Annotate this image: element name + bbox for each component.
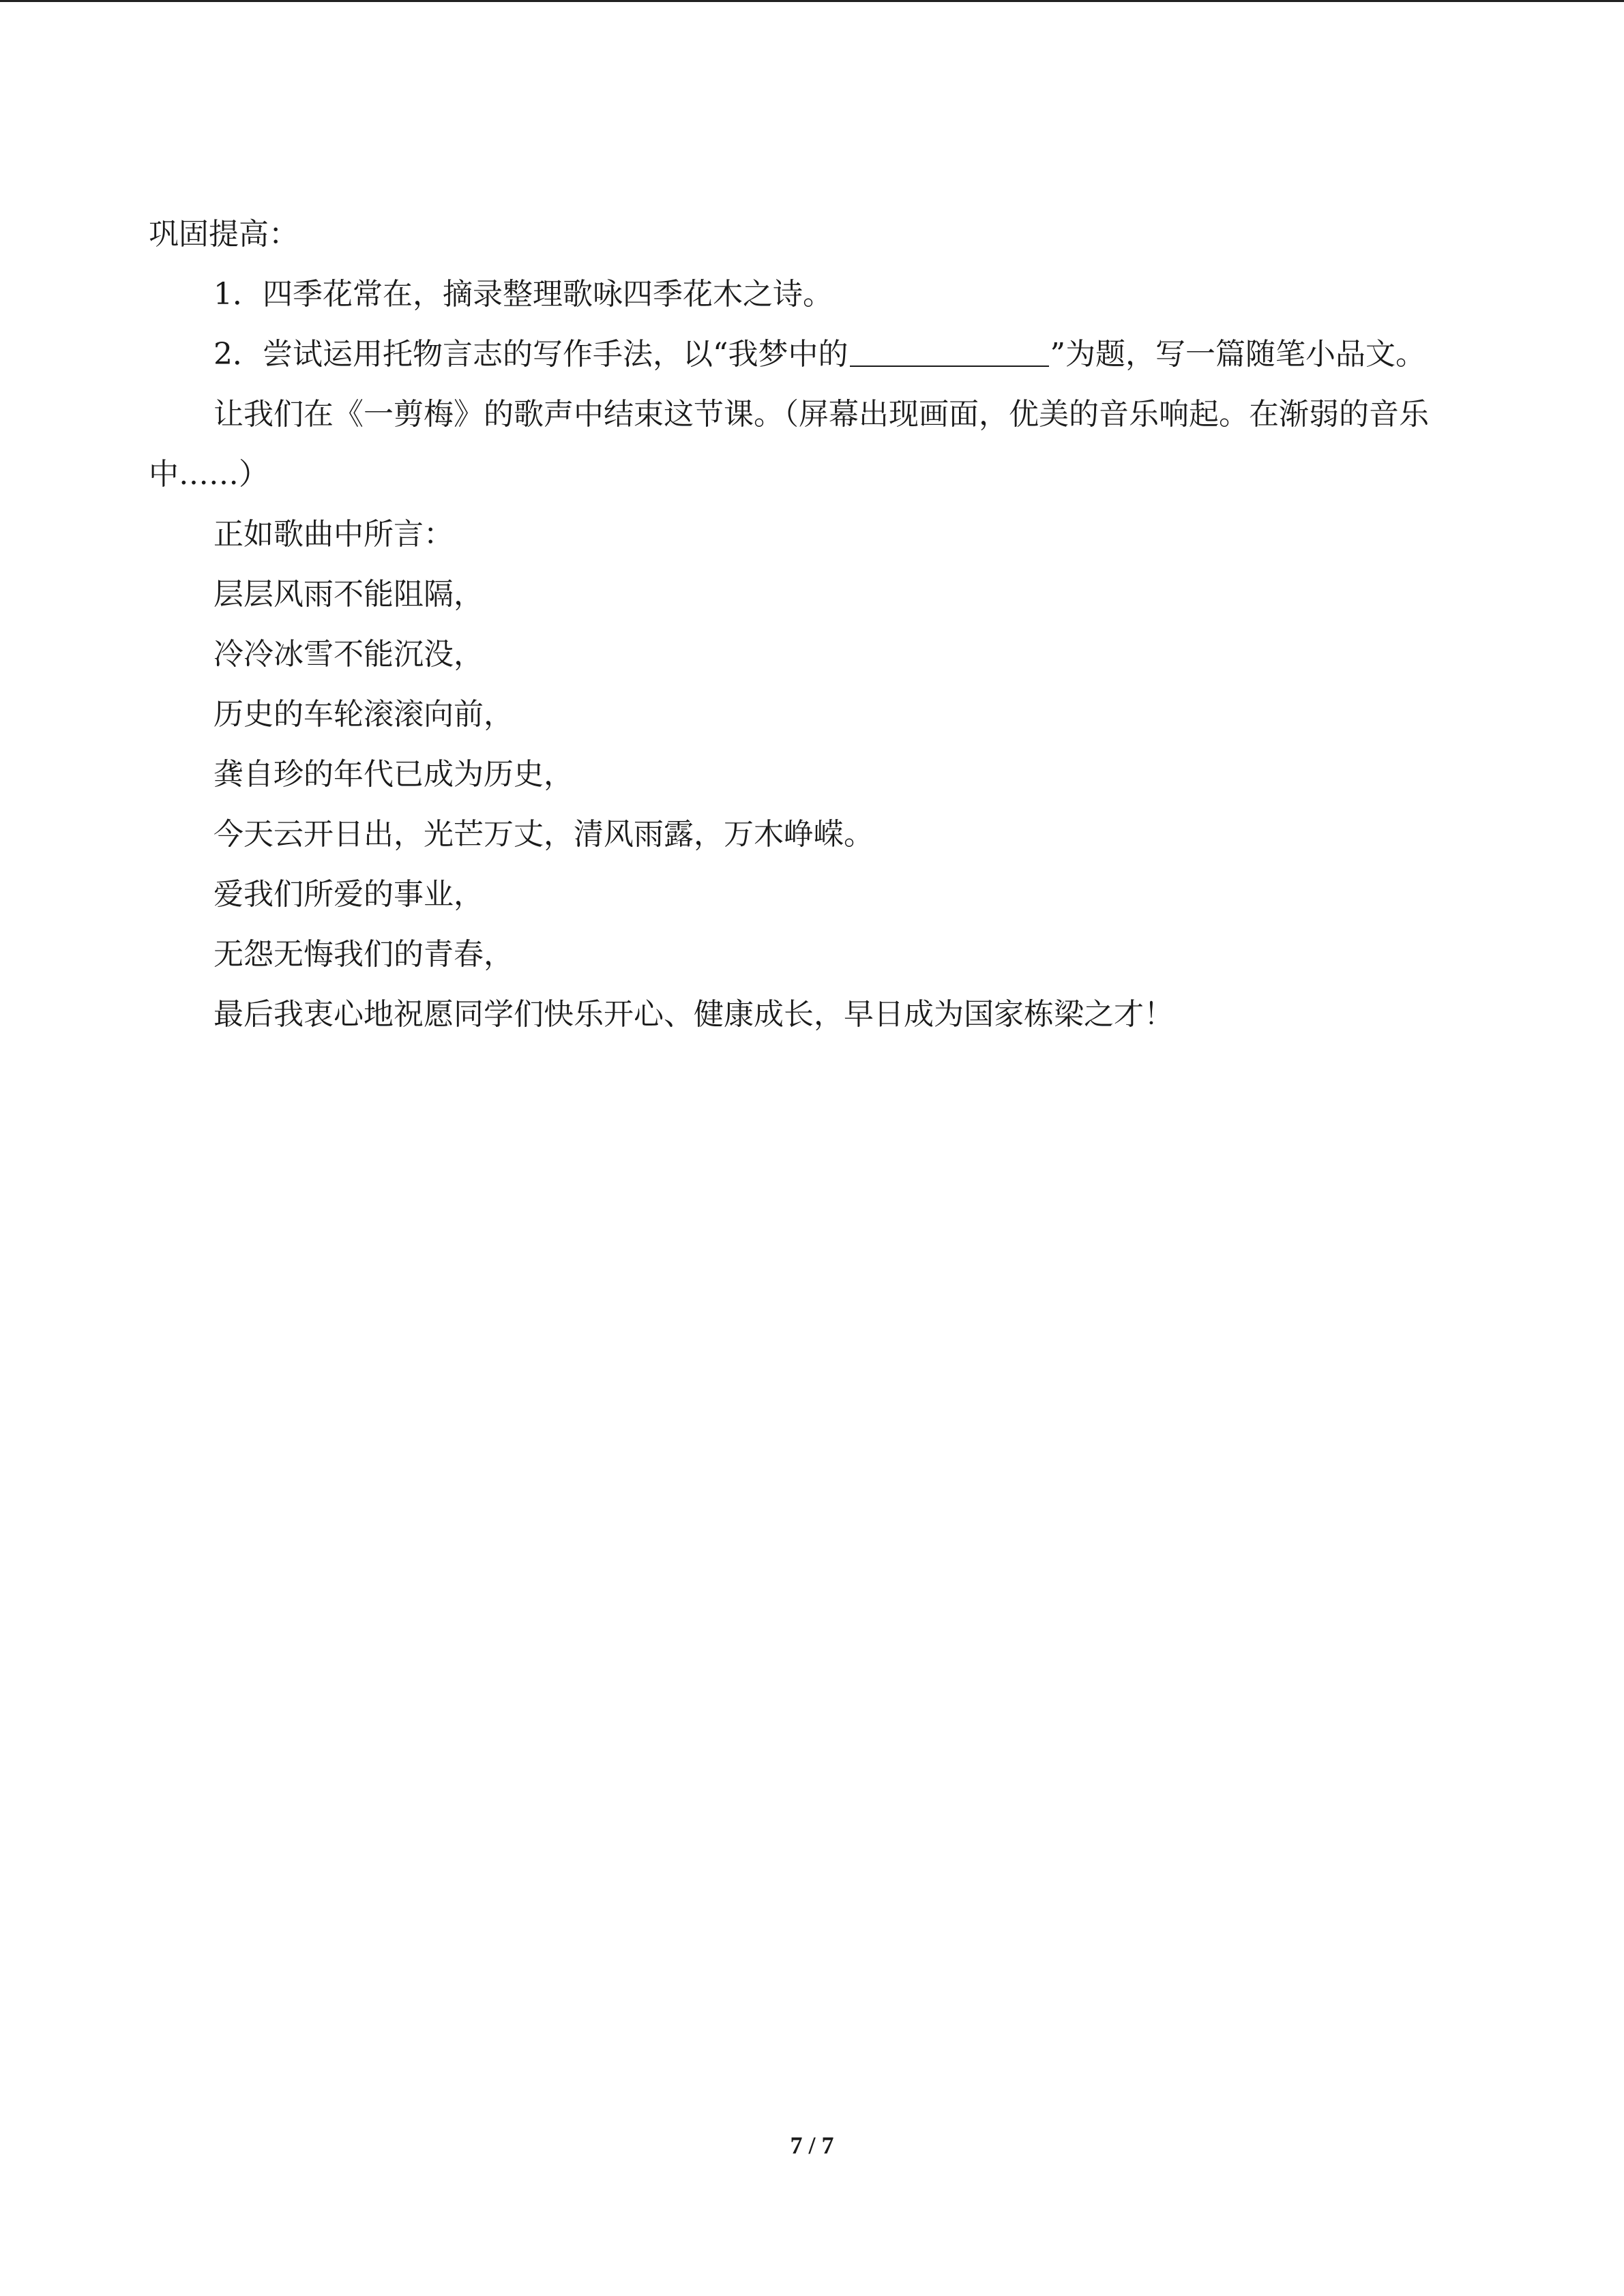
page-number: 7 / 7 — [790, 2132, 834, 2159]
lyric-line: 冷冷冰雪不能沉没， — [213, 637, 484, 672]
top-border-line — [0, 0, 1624, 2]
fill-in-blank — [850, 338, 1049, 367]
lyric-line: 今天云开日出，光芒万丈，清风雨露，万木峥嵘。 — [213, 817, 874, 852]
lyric-line: 无怨无悔我们的青春， — [213, 937, 514, 972]
lyric-line: 历史的车轮滚滚向前， — [213, 697, 514, 732]
section-heading: 巩固提高： — [149, 217, 299, 252]
lyric-line: 层层风雨不能阻隔， — [213, 577, 484, 612]
document-body — [149, 205, 1475, 1045]
lyrics-intro: 正如歌曲中所言： — [213, 517, 454, 552]
exercise-item-1: 1．四季花常在，摘录整理歌咏四季花木之诗。 — [213, 277, 833, 312]
lyric-line: 龚自珍的年代已成为历史， — [213, 757, 574, 792]
exercise-item-2-tail: ”为题，写一篇随笔小品文。 — [1050, 337, 1426, 372]
exercise-item-2-lead: 2．尝试运用托物言志的写作手法，以“我梦中的 — [213, 337, 848, 372]
closing-paragraph: 让我们在《一剪梅》的歌声中结束这节课。（屏幕出现画面，优美的音乐响起。在渐弱的音乐中……） — [149, 397, 1429, 492]
exercise-item-2 — [149, 325, 1475, 385]
lyric-line: 最后我衷心地祝愿同学们快乐开心、健康成长，早日成为国家栋梁之才！ — [213, 997, 1174, 1032]
lyric-line: 爱我们所爱的事业， — [213, 877, 484, 912]
